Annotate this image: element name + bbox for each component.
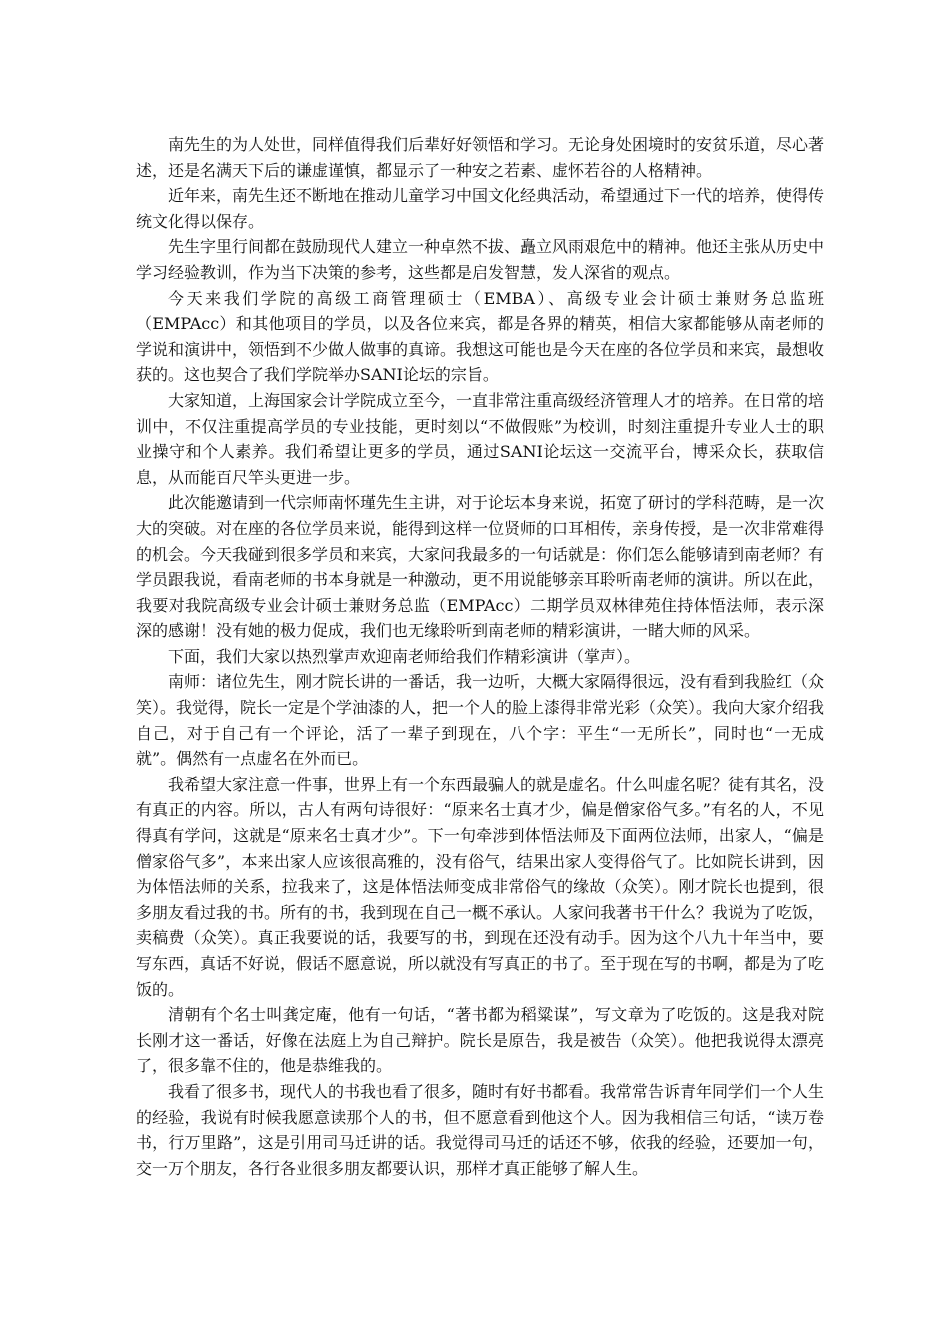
paragraph: 大家知道，上海国家会计学院成立至今，一直非常注重高级经济管理人才的培养。在日常的培训中，不仅注重提高学员的专业技能，更时刻以“不做假账”为校训，时刻注重提升专业人士的职业操守和个人素养。我们希望让更多的学员，通过SANI论坛这一交流平台，博采众长，获取信息，从而能百尺竿头更进一步。 (136, 390, 825, 487)
paragraph: 今天来我们学院的高级工商管理硕士（EMBA）、高级专业会计硕士兼财务总监班（EMPAcc）和其他项目的学员，以及各位来宾，都是各界的精英，相信大家都能够从南老师的学说和演讲中，领悟到不少做人做事的真谛。我想这可能也是今天在座的各位学员和来宾，最想收获的。这也契合了我们学院举办SANI论坛的宗旨。 (136, 288, 825, 385)
document-body (136, 132, 824, 1181)
paragraph: 我希望大家注意一件事，世界上有一个东西最骗人的就是虚名。什么叫虚名呢？徒有其名，没有真正的内容。所以，古人有两句诗很好：“原来名士真才少，偏是僧家俗气多。”有名的人，不见得真有学问，这就是“原来名士真才少”。下一句牵涉到体悟法师及下面两位法师，出家人，“偏是僧家俗气多”，本来出家人应该很高雅的，没有俗气，结果出家人变得俗气了。比如院长讲到，因为体悟法师的关系，拉我来了，这是体悟法师变成非常俗气的缘故（众笑）。刚才院长也提到，很多朋友看过我的书。所有的书，我到现在自己一概不承认。人家问我著书干什么？我说为了吃饭，卖稿费（众笑）。真正我要说的话，我要写的书，到现在还没有动手。因为这个八九十年当中，要写东西，真话不好说，假话不愿意说，所以就没有写真正的书了。至于现在写的书啊，都是为了吃饭的。 (136, 774, 825, 999)
paragraph: 下面，我们大家以热烈掌声欢迎南老师给我们作精彩演讲（掌声）。 (168, 646, 641, 666)
paragraph: 我看了很多书，现代人的书我也看了很多，随时有好书都看。我常常告诉青年同学们一个人生的经验，我说有时候我愿意读那个人的书，但不愿意看到他这个人。因为我相信三句话，“读万卷书，行万里路”，这是引用司马迁讲的话。我觉得司马迁的话还不够，依我的经验，还要加一句，交一万个朋友，各行各业很多朋友都要认识，那样才真正能够了解人生。 (136, 1081, 825, 1178)
paragraph: 近年来，南先生还不断地在推动儿童学习中国文化经典活动，希望通过下一代的培养，使得传统文化得以保存。 (136, 186, 825, 231)
paragraph: 南先生的为人处世，同样值得我们后辈好好领悟和学习。无论身处困境时的安贫乐道，尽心著述，还是名满天下后的谦虚谨慎，都显示了一种安之若素、虚怀若谷的人格精神。 (136, 135, 825, 180)
paragraph: 南师：诸位先生，刚才院长讲的一番话，我一边听，大概大家隔得很远，没有看到我脸红（众笑）。我觉得，院长一定是个学油漆的人，把一个人的脸上漆得非常光彩（众笑）。我向大家介绍我自己，对于自己有一个评论，活了一辈子到现在，八个字：平生“一无所长”，同时也“一无成就”。偶然有一点虚名在外而已。 (136, 672, 825, 769)
paragraph: 此次能邀请到一代宗师南怀瑾先生主讲，对于论坛本身来说，拓宽了研讨的学科范畴，是一次大的突破。对在座的各位学员来说，能得到这样一位贤师的口耳相传，亲身传授，是一次非常难得的机会。今天我碰到很多学员和来宾，大家问我最多的一句话就是：你们怎么能够请到南老师？有学员跟我说，看南老师的书本身就是一种激动，更不用说能够亲耳聆听南老师的演讲。所以在此，我要对我院高级专业会计硕士兼财务总监（EMPAcc）二期学员双林律苑住持体悟法师，表示深深的感谢！没有她的极力促成，我们也无缘聆听到南老师的精彩演讲，一睹大师的风采。 (136, 493, 825, 641)
paragraph: 清朝有个名士叫龚定庵，他有一句话，“著书都为稻粱谋”，写文章为了吃饭的。这是我对院长刚才这一番话，好像在法庭上为自己辩护。院长是原告，我是被告（众笑）。他把我说得太漂亮了，很多靠不住的，他是恭维我的。 (136, 1005, 824, 1076)
paragraph: 先生字里行间都在鼓励现代人建立一种卓然不拔、矗立风雨艰危中的精神。他还主张从历史中学习经验教训，作为当下决策的参考，这些都是启发智慧，发人深省的观点。 (136, 237, 825, 282)
